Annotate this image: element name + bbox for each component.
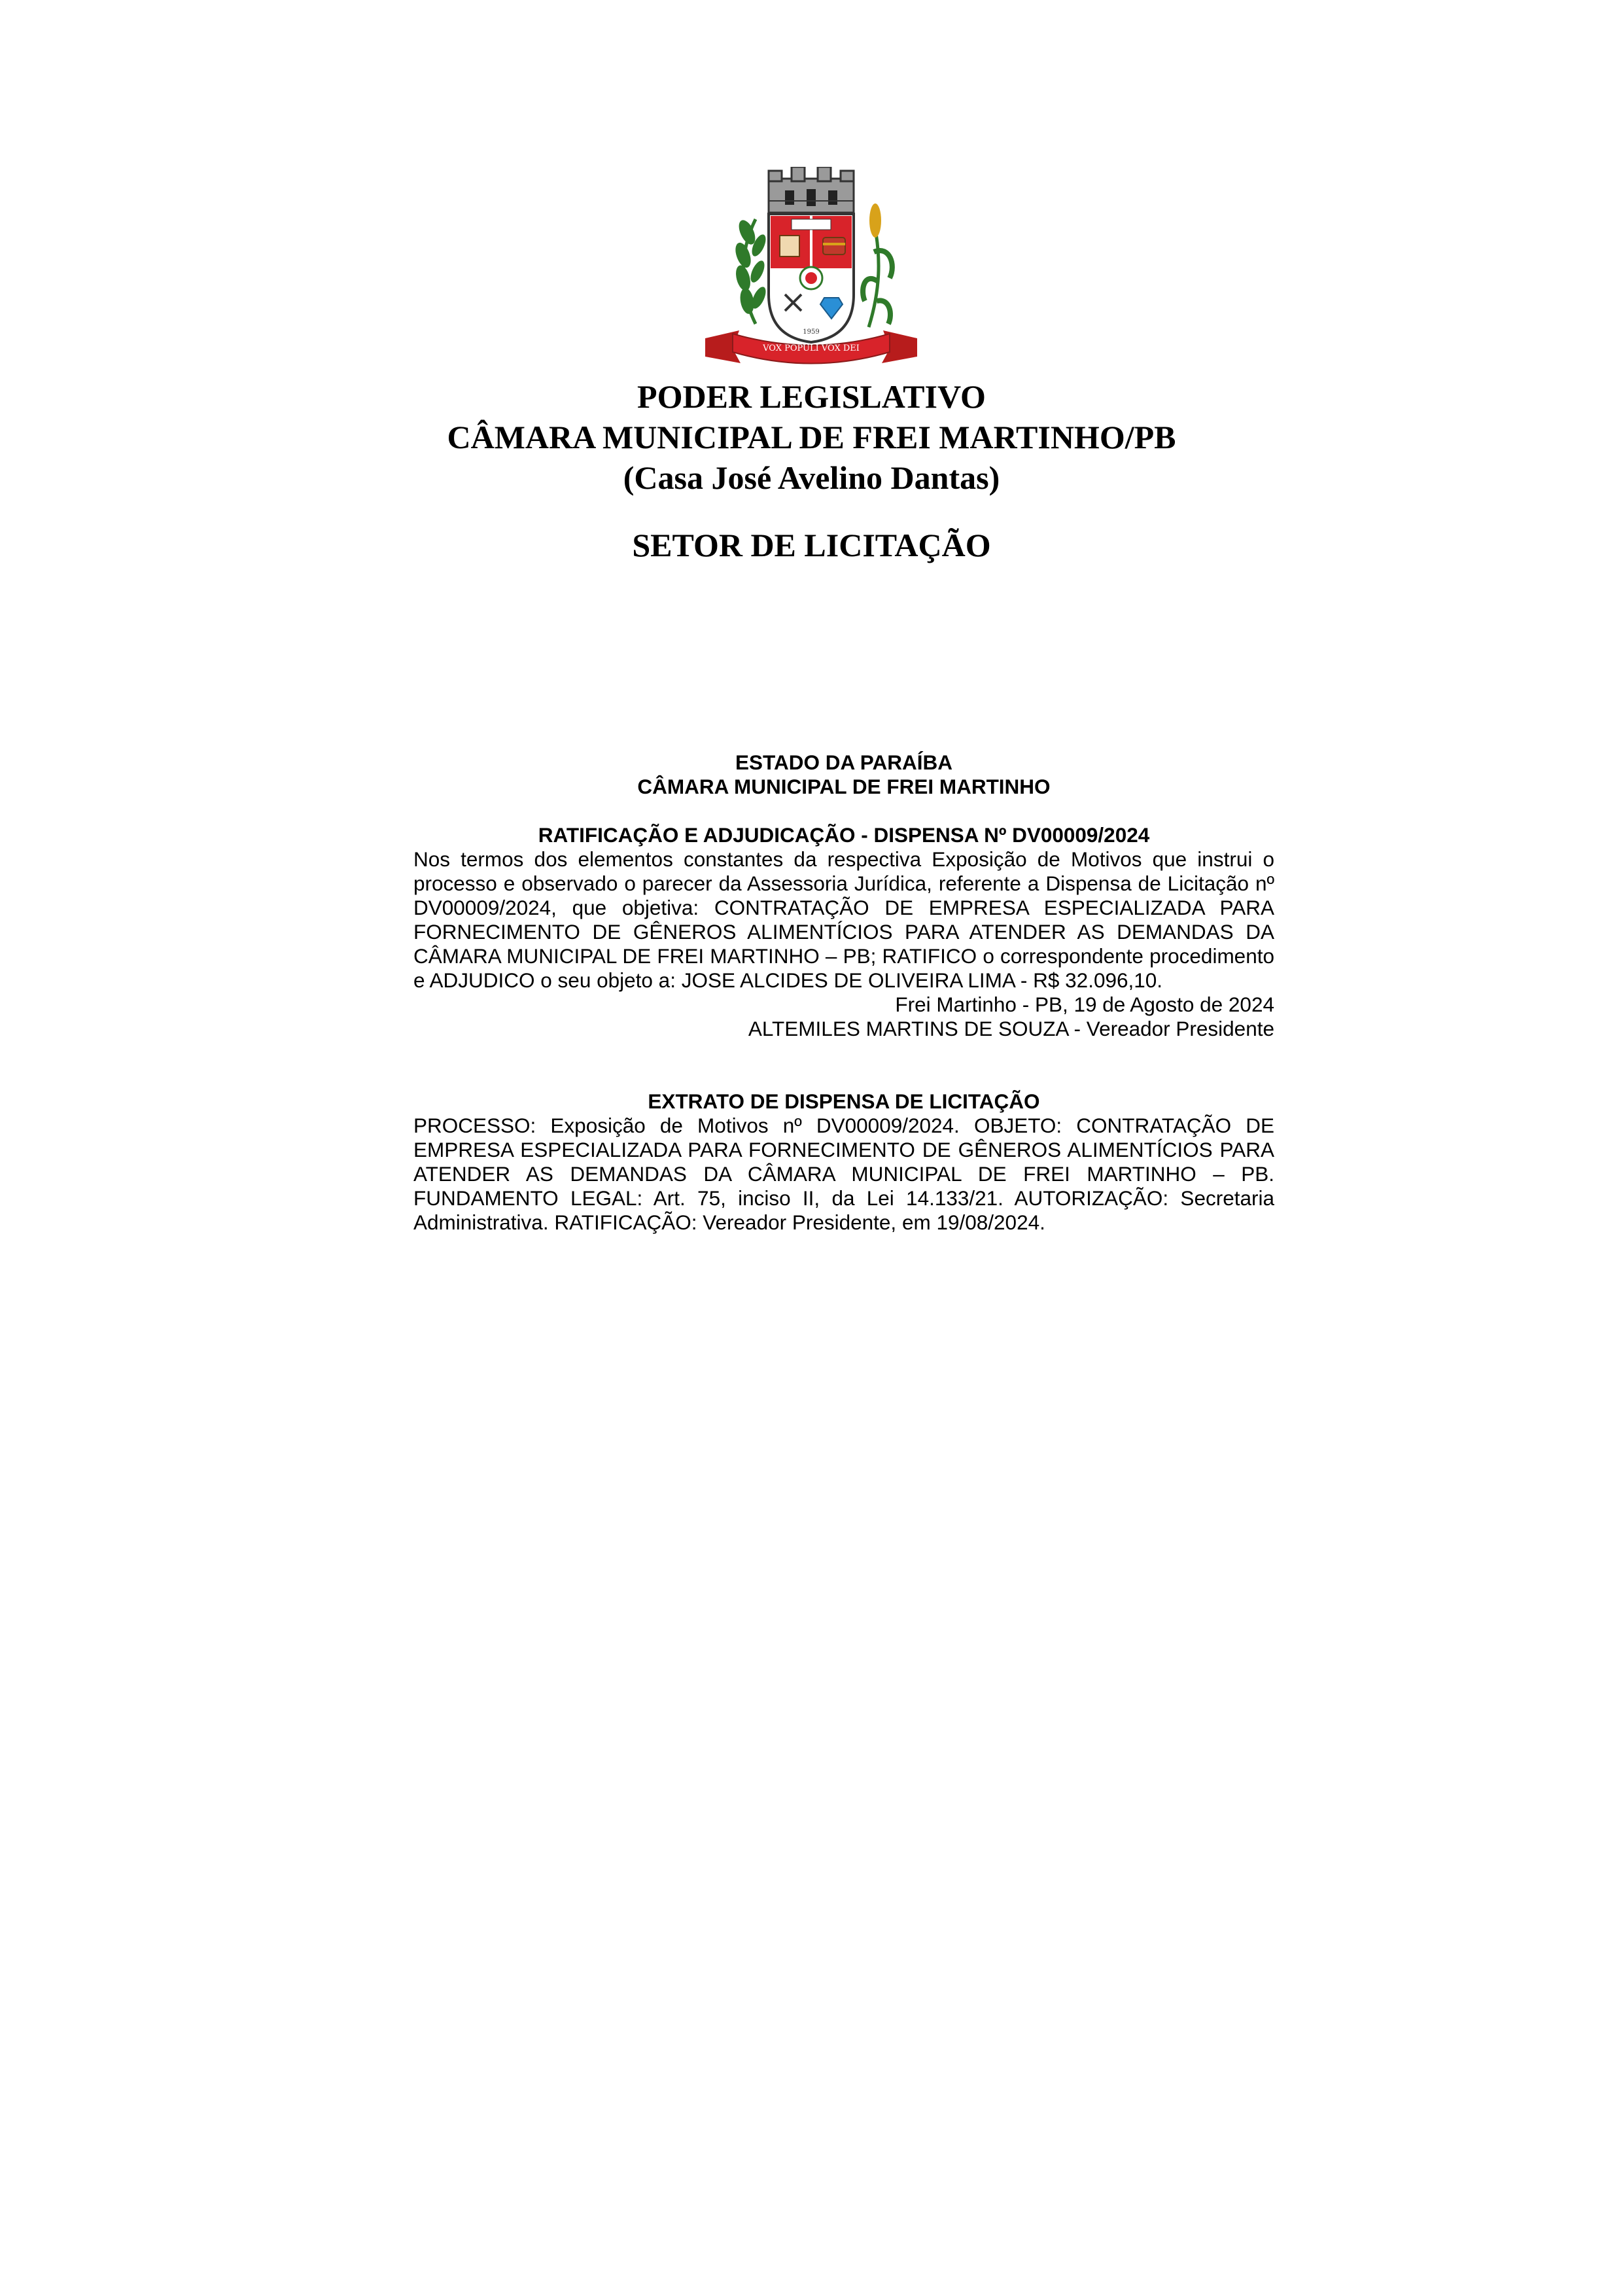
signatory: ALTEMILES MARTINS DE SOUZA - Vereador Presidente [748,1017,1274,1040]
publication-body [413,751,1274,1235]
ratification-title: RATIFICAÇÃO E ADJUDICAÇÃO - DISPENSA Nº DV00009/2024 [538,823,1150,847]
shield [769,214,854,342]
municipal-coat-of-arms [693,167,929,370]
mural-crown [769,167,854,213]
place-date: Frei Martinho - PB, 19 de Agosto de 2024 [895,993,1274,1016]
extract-title: EXTRATO DE DISPENSA DE LICITAÇÃO [648,1089,1040,1113]
header-line-2: CÂMARA MUNICIPAL DE FREI MARTINHO/PB [447,419,1176,455]
header-line-1: PODER LEGISLATIVO [637,378,986,415]
state-heading: ESTADO DA PARAÍBA [735,751,952,774]
legislative-header [0,376,1623,498]
chamber-heading: CÂMARA MUNICIPAL DE FREI MARTINHO [637,775,1051,798]
sector-title: SETOR DE LICITAÇÃO [632,527,991,563]
header-line-3: (Casa José Avelino Dantas) [623,459,1000,496]
crest-motto: VOX POPULI VOX DEI [763,344,860,353]
crest-year: 1959 [803,328,820,336]
ratification-paragraph: Nos termos dos elementos constantes da respectiva Exposição de Motivos que instrui o processo e observado o parecer da Assessoria Jurídica, referente a Dispensa de Licitação nº DV00009/2024, que objetiva: CONTRATAÇÃO DE EMPRESA ESPECIALIZADA PARA FORNECIMENTO DE GÊNEROS ALIMENTÍCIOS PARA ATENDER AS DEMANDAS DA CÂMARA MUNICIPAL DE FREI MARTINHO – PB; RATIFICO o correspondente procedimento e ADJUDICO o seu objeto a: JOSE ALCIDES DE OLIVEIRA LIMA - R$ 32.096,10. [413,847,1274,992]
laurel-branch-left [733,218,769,324]
corn-stalk-right [863,203,892,327]
extract-paragraph: PROCESSO: Exposição de Motivos nº DV00009/2024. OBJETO: CONTRATAÇÃO DE EMPRESA ESPECIALIZADA PARA FORNECIMENTO DE GÊNEROS ALIMENTÍCIOS PARA ATENDER AS DEMANDAS DA CÂMARA MUNICIPAL DE FREI MARTINHO – PB. FUNDAMENTO LEGAL: Art. 75, inciso II, da Lei 14.133/21. AUTORIZAÇÃO: Secretaria Administrativa. RATIFICAÇÃO: Vereador Presidente, em 19/08/2024. [413,1114,1274,1234]
